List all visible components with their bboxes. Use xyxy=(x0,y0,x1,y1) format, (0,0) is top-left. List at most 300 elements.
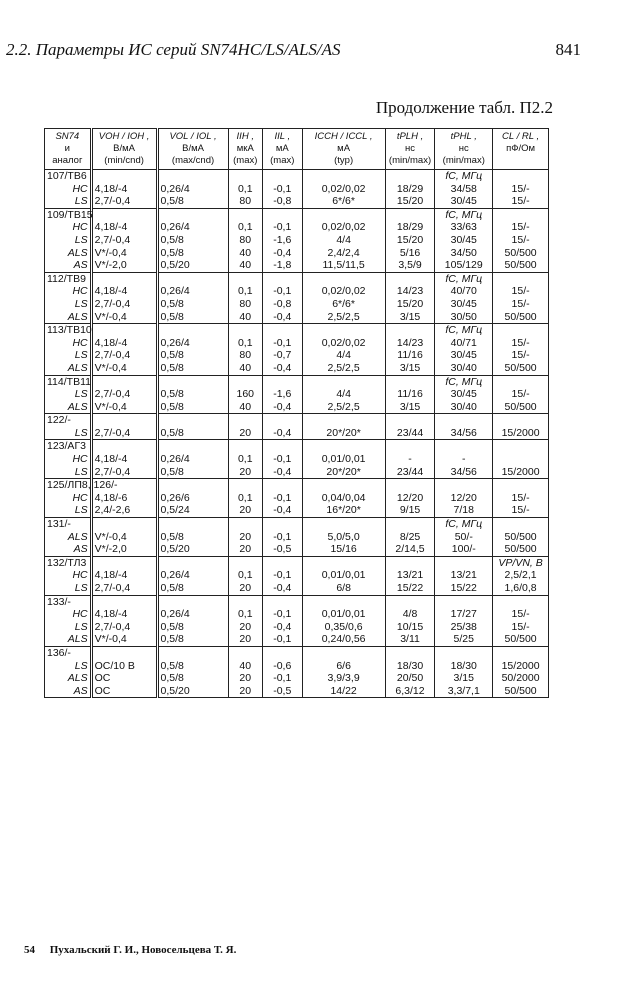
column-header-line: мА xyxy=(275,143,289,154)
empty-cell xyxy=(228,595,262,608)
cell-vol: 0,26/4 xyxy=(157,183,228,196)
group-fc-label: fC, МГц xyxy=(435,272,493,285)
cell-iil: -0,1 xyxy=(263,453,303,466)
group-title: 112/ТВ9 xyxy=(45,272,92,285)
cell-vol: 0,5/8 xyxy=(157,660,228,673)
empty-cell xyxy=(385,595,435,608)
cell-voh: V*/-0,4 xyxy=(91,401,157,414)
series-label: HC xyxy=(45,337,92,350)
column-header-line: SN74 xyxy=(55,131,80,142)
empty-cell xyxy=(157,208,228,221)
cell-voh: 2,7/-0,4 xyxy=(91,621,157,634)
table-row xyxy=(45,608,549,621)
cell-icc: 0,02/0,02 xyxy=(302,285,385,298)
cell-tplh: 12/20 xyxy=(385,492,435,505)
cell-icc: 6*/6* xyxy=(302,195,385,208)
empty-cell xyxy=(493,170,549,183)
cell-tplh: 11/16 xyxy=(385,349,435,362)
table-row xyxy=(45,195,549,208)
table-row xyxy=(45,311,549,324)
group-title: 125/ЛП8, 126/- xyxy=(45,479,92,492)
empty-cell xyxy=(228,208,262,221)
empty-cell xyxy=(493,440,549,453)
group-title: 122/- xyxy=(45,414,92,427)
cell-icc: 0,01/0,01 xyxy=(302,608,385,621)
cell-iil: -0,8 xyxy=(263,195,303,208)
group-title: 131/- xyxy=(45,518,92,531)
empty-cell xyxy=(263,595,303,608)
table-row xyxy=(45,427,549,440)
cell-tplh: 3/15 xyxy=(385,311,435,324)
page-footer xyxy=(24,944,236,956)
group-fc-label: fC, МГц xyxy=(435,518,493,531)
cell-iih: 0,1 xyxy=(228,337,262,350)
group-title-row xyxy=(45,414,549,427)
empty-cell xyxy=(228,646,262,659)
cell-vol: 0,5/8 xyxy=(157,349,228,362)
cell-icc: 0,04/0,04 xyxy=(302,492,385,505)
column-header-line: (min/cnd) xyxy=(104,155,144,166)
cell-tphl: 30/40 xyxy=(435,401,493,414)
cell-tplh: 15/22 xyxy=(385,582,435,595)
cell-icc: 0,02/0,02 xyxy=(302,221,385,234)
cell-iih: 40 xyxy=(228,401,262,414)
column-header-line: мА xyxy=(337,143,351,154)
cell-cl: 50/500 xyxy=(493,531,549,544)
cell-iil: -0,4 xyxy=(263,466,303,479)
empty-cell xyxy=(435,440,493,453)
empty-cell xyxy=(228,556,262,569)
cell-iil: -0,4 xyxy=(263,621,303,634)
cell-iil: -0,4 xyxy=(263,362,303,375)
cell-tplh: - xyxy=(385,453,435,466)
cell-iil: -0,1 xyxy=(263,608,303,621)
empty-cell xyxy=(157,595,228,608)
table-row xyxy=(45,633,549,646)
cell-tphl: 30/50 xyxy=(435,311,493,324)
cell-voh: 2,4/-2,6 xyxy=(91,504,157,517)
empty-cell xyxy=(157,170,228,183)
cell-vol: 0,5/24 xyxy=(157,504,228,517)
cell-voh: V*/-0,4 xyxy=(91,311,157,324)
cell-cl: 15/2000 xyxy=(493,660,549,673)
cell-voh: 4,18/-4 xyxy=(91,453,157,466)
column-header-line: мкА xyxy=(236,143,254,154)
group-title-row xyxy=(45,479,549,492)
series-label: LS xyxy=(45,504,92,517)
empty-cell xyxy=(493,479,549,492)
cell-vol: 0,5/8 xyxy=(157,427,228,440)
empty-cell xyxy=(435,646,493,659)
parameters-table xyxy=(44,128,549,698)
empty-cell xyxy=(91,646,157,659)
cell-tphl: 30/45 xyxy=(435,349,493,362)
group-title: 123/АГ3 xyxy=(45,440,92,453)
cell-tplh: 11/16 xyxy=(385,388,435,401)
cell-tplh: 15/20 xyxy=(385,298,435,311)
empty-cell xyxy=(302,595,385,608)
cell-cl: 15/2000 xyxy=(493,466,549,479)
group-title-row xyxy=(45,208,549,221)
group-title: 132/ТЛ3 xyxy=(45,556,92,569)
cell-tphl: 34/56 xyxy=(435,427,493,440)
cell-iil: -0,4 xyxy=(263,401,303,414)
cell-tplh: 14/23 xyxy=(385,285,435,298)
series-label: AS xyxy=(45,543,92,556)
table-row xyxy=(45,337,549,350)
cell-iih: 20 xyxy=(228,621,262,634)
empty-cell xyxy=(493,272,549,285)
cell-iil: -0,1 xyxy=(263,569,303,582)
empty-cell xyxy=(91,272,157,285)
empty-cell xyxy=(385,479,435,492)
cell-voh: 2,7/-0,4 xyxy=(91,427,157,440)
group-title: 133/- xyxy=(45,595,92,608)
group-title-row xyxy=(45,272,549,285)
column-header-line: нс xyxy=(405,143,416,154)
cell-cl: 50/500 xyxy=(493,633,549,646)
cell-iih: 0,1 xyxy=(228,221,262,234)
column-header-8 xyxy=(493,129,549,170)
cell-iih: 0,1 xyxy=(228,453,262,466)
section-title: 2.2. Параметры ИС серий SN74HC/LS/ALS/AS xyxy=(6,40,341,59)
cell-iil: -0,1 xyxy=(263,633,303,646)
cell-cl: 15/- xyxy=(493,388,549,401)
cell-icc: 0,02/0,02 xyxy=(302,183,385,196)
cell-icc: 4/4 xyxy=(302,388,385,401)
cell-cl: 15/- xyxy=(493,285,549,298)
cell-iil: -0,4 xyxy=(263,504,303,517)
cell-vol: 0,5/8 xyxy=(157,195,228,208)
cell-tphl: 7/18 xyxy=(435,504,493,517)
series-label: LS xyxy=(45,582,92,595)
empty-cell xyxy=(228,170,262,183)
cell-iih: 40 xyxy=(228,362,262,375)
empty-cell xyxy=(493,208,549,221)
cell-tphl: 25/38 xyxy=(435,621,493,634)
cell-vol: 0,26/4 xyxy=(157,608,228,621)
cell-vol: 0,26/4 xyxy=(157,221,228,234)
cell-tphl: - xyxy=(435,453,493,466)
cell-icc: 0,02/0,02 xyxy=(302,337,385,350)
cell-icc: 6/8 xyxy=(302,582,385,595)
cell-vol: 0,5/20 xyxy=(157,543,228,556)
group-fc-label: fC, МГц xyxy=(435,170,493,183)
cell-voh: V*/-0,4 xyxy=(91,633,157,646)
empty-cell xyxy=(302,479,385,492)
cell-vol: 0,5/8 xyxy=(157,466,228,479)
column-header-line: (max/cnd) xyxy=(171,155,215,166)
cell-iih: 80 xyxy=(228,195,262,208)
cell-voh: 2,7/-0,4 xyxy=(91,388,157,401)
series-label: HC xyxy=(45,183,92,196)
cell-iil: -1,6 xyxy=(263,234,303,247)
table-row xyxy=(45,234,549,247)
empty-cell xyxy=(91,375,157,388)
cell-cl: 50/500 xyxy=(493,685,549,698)
series-label: LS xyxy=(45,427,92,440)
cell-vol: 0,5/8 xyxy=(157,298,228,311)
cell-vol: 0,26/4 xyxy=(157,453,228,466)
table-continuation-caption: Продолжение табл. П2.2 xyxy=(375,98,553,117)
column-header-line: (max) xyxy=(233,155,258,166)
cell-icc: 6/6 xyxy=(302,660,385,673)
series-label: ALS xyxy=(45,633,92,646)
empty-cell xyxy=(385,324,435,337)
cell-icc: 2,5/2,5 xyxy=(302,362,385,375)
empty-cell xyxy=(91,414,157,427)
group-fc-label: fC, МГц xyxy=(435,324,493,337)
cell-voh: 2,7/-0,4 xyxy=(91,195,157,208)
series-label: LS xyxy=(45,621,92,634)
series-label: LS xyxy=(45,660,92,673)
cell-tplh: 15/20 xyxy=(385,195,435,208)
empty-cell xyxy=(91,208,157,221)
cell-tplh: 6,3/12 xyxy=(385,685,435,698)
cell-iih: 40 xyxy=(228,259,262,272)
empty-cell xyxy=(157,375,228,388)
column-header-line: аналог xyxy=(52,155,83,166)
cell-iih: 20 xyxy=(228,685,262,698)
cell-iih: 80 xyxy=(228,234,262,247)
empty-cell xyxy=(302,272,385,285)
cell-icc: 20*/20* xyxy=(302,466,385,479)
empty-cell xyxy=(91,595,157,608)
empty-cell xyxy=(302,375,385,388)
cell-vol: 0,5/8 xyxy=(157,672,228,685)
cell-tphl: 34/50 xyxy=(435,247,493,260)
cell-voh: V*/-2,0 xyxy=(91,259,157,272)
cell-tphl: 15/22 xyxy=(435,582,493,595)
series-label: LS xyxy=(45,298,92,311)
empty-cell xyxy=(228,479,262,492)
cell-cl: 15/- xyxy=(493,298,549,311)
cell-iil: -0,1 xyxy=(263,492,303,505)
cell-cl: 50/2000 xyxy=(493,672,549,685)
cell-voh: 2,7/-0,4 xyxy=(91,298,157,311)
cell-iil: -1,8 xyxy=(263,259,303,272)
series-label: HC xyxy=(45,608,92,621)
cell-icc: 6*/6* xyxy=(302,298,385,311)
cell-voh: 2,7/-0,4 xyxy=(91,582,157,595)
empty-cell xyxy=(263,324,303,337)
cell-tphl: 30/45 xyxy=(435,388,493,401)
column-header-line: (min/max) xyxy=(442,155,485,166)
cell-vol: 0,5/8 xyxy=(157,362,228,375)
empty-cell xyxy=(228,272,262,285)
series-label: LS xyxy=(45,466,92,479)
cell-vol: 0,5/8 xyxy=(157,311,228,324)
cell-icc: 14/22 xyxy=(302,685,385,698)
series-label: ALS xyxy=(45,401,92,414)
table-row xyxy=(45,504,549,517)
cell-voh: 2,7/-0,4 xyxy=(91,466,157,479)
cell-iil: -0,1 xyxy=(263,221,303,234)
cell-icc: 2,4/2,4 xyxy=(302,247,385,260)
cell-cl: 15/- xyxy=(493,337,549,350)
empty-cell xyxy=(91,518,157,531)
cell-cl: 15/- xyxy=(493,492,549,505)
group-title-row xyxy=(45,440,549,453)
cell-voh: 4,18/-4 xyxy=(91,183,157,196)
cell-icc: 2,5/2,5 xyxy=(302,401,385,414)
column-header-5 xyxy=(302,129,385,170)
table-row xyxy=(45,259,549,272)
empty-cell xyxy=(228,440,262,453)
group-title-row xyxy=(45,375,549,388)
cell-iil: -0,1 xyxy=(263,531,303,544)
cell-vol: 0,5/8 xyxy=(157,531,228,544)
table-row xyxy=(45,685,549,698)
cell-cl: 15/- xyxy=(493,349,549,362)
column-header-3 xyxy=(228,129,262,170)
cell-tplh: 10/15 xyxy=(385,621,435,634)
cell-tplh: 4/8 xyxy=(385,608,435,621)
cell-cl: 50/500 xyxy=(493,362,549,375)
empty-cell xyxy=(493,518,549,531)
empty-cell xyxy=(302,440,385,453)
group-title-row xyxy=(45,646,549,659)
cell-iih: 80 xyxy=(228,349,262,362)
cell-iil: -0,4 xyxy=(263,247,303,260)
group-title: 114/ТВ11 xyxy=(45,375,92,388)
cell-tphl: 3,3/7,1 xyxy=(435,685,493,698)
cell-vol: 0,5/20 xyxy=(157,259,228,272)
empty-cell xyxy=(385,556,435,569)
empty-cell xyxy=(493,646,549,659)
cell-iil: -0,1 xyxy=(263,672,303,685)
empty-cell xyxy=(385,518,435,531)
cell-iil: -0,1 xyxy=(263,337,303,350)
cell-iih: 20 xyxy=(228,582,262,595)
cell-tplh: 3/15 xyxy=(385,362,435,375)
table-row xyxy=(45,660,549,673)
table-row xyxy=(45,285,549,298)
cell-tphl: 40/71 xyxy=(435,337,493,350)
cell-voh: 4,18/-4 xyxy=(91,337,157,350)
empty-cell xyxy=(91,556,157,569)
cell-iih: 20 xyxy=(228,427,262,440)
cell-tplh: 15/20 xyxy=(385,234,435,247)
empty-cell xyxy=(385,414,435,427)
cell-iil: -0,5 xyxy=(263,543,303,556)
cell-vol: 0,5/8 xyxy=(157,388,228,401)
cell-iil: -0,7 xyxy=(263,349,303,362)
cell-cl: 2,5/2,1 xyxy=(493,569,549,582)
series-label: ALS xyxy=(45,531,92,544)
column-header-line: (max) xyxy=(270,155,295,166)
empty-cell xyxy=(263,170,303,183)
table-row xyxy=(45,531,549,544)
series-label: HC xyxy=(45,453,92,466)
empty-cell xyxy=(263,375,303,388)
cell-iil: -0,1 xyxy=(263,285,303,298)
cell-cl: 15/- xyxy=(493,195,549,208)
group-title: 113/ТВ10 xyxy=(45,324,92,337)
column-header-line: нс xyxy=(458,143,469,154)
column-header-2 xyxy=(157,129,228,170)
series-label: LS xyxy=(45,234,92,247)
cell-tphl: 17/27 xyxy=(435,608,493,621)
cell-tphl: 30/45 xyxy=(435,298,493,311)
empty-cell xyxy=(385,375,435,388)
cell-iih: 0,1 xyxy=(228,569,262,582)
column-header-6 xyxy=(385,129,435,170)
cell-voh: 2,7/-0,4 xyxy=(91,234,157,247)
cell-vol: 0,26/4 xyxy=(157,285,228,298)
empty-cell xyxy=(228,324,262,337)
cell-tphl: 12/20 xyxy=(435,492,493,505)
empty-cell xyxy=(385,646,435,659)
column-header-4 xyxy=(263,129,303,170)
cell-iih: 0,1 xyxy=(228,492,262,505)
cell-tplh: 18/30 xyxy=(385,660,435,673)
table-row xyxy=(45,569,549,582)
empty-cell xyxy=(302,208,385,221)
group-title-row xyxy=(45,518,549,531)
cell-voh: V*/-2,0 xyxy=(91,543,157,556)
cell-iih: 40 xyxy=(228,247,262,260)
cell-vol: 0,5/8 xyxy=(157,234,228,247)
column-header-0 xyxy=(45,129,92,170)
cell-vol: 0,5/8 xyxy=(157,582,228,595)
cell-tphl: 34/56 xyxy=(435,466,493,479)
group-fc-label: fC, МГц xyxy=(435,208,493,221)
series-label: ALS xyxy=(45,247,92,260)
cell-voh: 4,18/-6 xyxy=(91,492,157,505)
cell-icc: 11,5/11,5 xyxy=(302,259,385,272)
cell-tplh: 5/16 xyxy=(385,247,435,260)
empty-cell xyxy=(385,208,435,221)
cell-cl: 15/- xyxy=(493,234,549,247)
cell-tphl: 30/40 xyxy=(435,362,493,375)
cell-tphl: 30/45 xyxy=(435,234,493,247)
cell-cl: 15/- xyxy=(493,504,549,517)
cell-iih: 20 xyxy=(228,543,262,556)
column-header-line: tPLH , xyxy=(396,131,424,142)
cell-tplh: 3/11 xyxy=(385,633,435,646)
cell-vol: 0,5/8 xyxy=(157,633,228,646)
table-row xyxy=(45,492,549,505)
empty-cell xyxy=(385,272,435,285)
cell-tplh: 23/44 xyxy=(385,427,435,440)
empty-cell xyxy=(157,479,228,492)
cell-tplh: 13/21 xyxy=(385,569,435,582)
cell-iil: -0,6 xyxy=(263,660,303,673)
series-label: ALS xyxy=(45,362,92,375)
series-label: LS xyxy=(45,349,92,362)
cell-tplh: 18/29 xyxy=(385,221,435,234)
empty-cell xyxy=(157,414,228,427)
cell-cl: 50/500 xyxy=(493,401,549,414)
cell-icc: 0,01/0,01 xyxy=(302,569,385,582)
cell-voh: V*/-0,4 xyxy=(91,362,157,375)
cell-iil: -0,4 xyxy=(263,582,303,595)
empty-cell xyxy=(493,375,549,388)
cell-icc: 3,9/3,9 xyxy=(302,672,385,685)
empty-cell xyxy=(435,595,493,608)
series-label: LS xyxy=(45,388,92,401)
group-fc-label: fC, МГц xyxy=(435,375,493,388)
group-title-row xyxy=(45,595,549,608)
cell-cl: 1,6/0,8 xyxy=(493,582,549,595)
cell-tphl: 50/- xyxy=(435,531,493,544)
cell-iih: 80 xyxy=(228,298,262,311)
table-row xyxy=(45,621,549,634)
cell-voh: OC/10 В xyxy=(91,660,157,673)
cell-icc: 15/16 xyxy=(302,543,385,556)
cell-iih: 20 xyxy=(228,466,262,479)
